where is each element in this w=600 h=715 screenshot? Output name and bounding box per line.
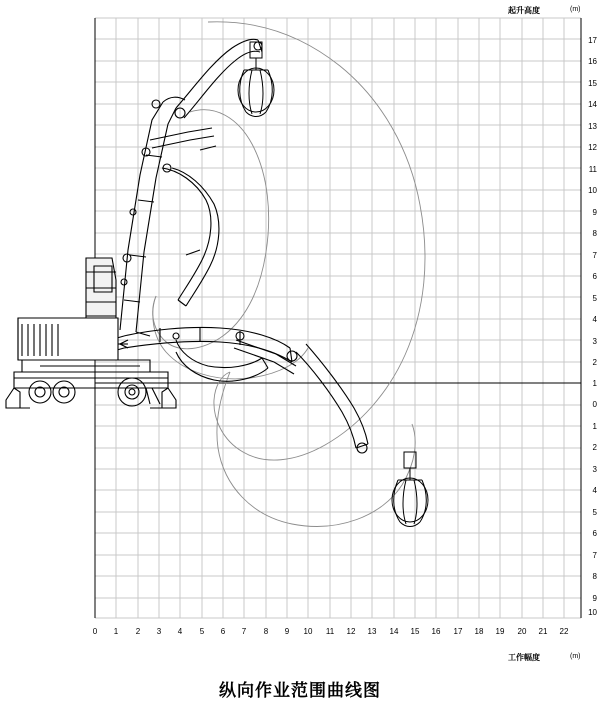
x-tick: 2 [135, 627, 141, 636]
y-tick: 2 [592, 358, 597, 367]
y-tick: 17 [588, 36, 597, 45]
y-tick: 4 [592, 315, 597, 324]
y-tick: 9 [592, 594, 597, 603]
inner-envelope-curve-lower [153, 296, 308, 379]
x-tick: 16 [431, 627, 441, 636]
y-tick: 6 [592, 272, 597, 281]
x-tick: 21 [538, 627, 548, 636]
grapple-upper [238, 42, 274, 117]
x-tick: 12 [346, 627, 356, 636]
x-tick: 4 [177, 627, 183, 636]
y-tick: 1 [592, 379, 597, 388]
y-tick: 14 [588, 100, 597, 109]
x-tick: 20 [517, 627, 527, 636]
y-tick: 1 [592, 422, 597, 431]
x-tick: 7 [241, 627, 247, 636]
y-tick: 0 [592, 400, 597, 409]
y-tick: 15 [588, 79, 597, 88]
x-tick: 22 [559, 627, 569, 636]
y-tick: 5 [592, 294, 597, 303]
y-tick: 16 [588, 57, 597, 66]
grid [95, 18, 581, 618]
x-tick: 11 [325, 627, 335, 636]
grapple-lower [392, 452, 428, 527]
y-tick: 3 [592, 465, 597, 474]
y-tick: 8 [592, 572, 597, 581]
axes [95, 18, 581, 618]
outer-envelope-curve [208, 22, 425, 460]
x-axis-unit: (m) [570, 653, 581, 660]
x-tick: 19 [495, 627, 505, 636]
x-tick: 0 [92, 627, 98, 636]
y-tick: 4 [592, 486, 597, 495]
x-tick: 18 [474, 627, 484, 636]
machine-body [6, 258, 176, 408]
y-tick: 11 [588, 165, 597, 174]
y-tick: 7 [592, 251, 597, 260]
figure-caption: 纵向作业范围曲线图 [219, 681, 381, 701]
x-tick: 5 [199, 627, 205, 636]
y-tick: 6 [592, 529, 597, 538]
y-tick: 12 [588, 143, 597, 152]
x-tick: 13 [367, 627, 377, 636]
y-tick: 9 [592, 208, 597, 217]
y-tick: 10 [588, 608, 597, 617]
machine-lower-pose [110, 327, 368, 453]
y-axis-unit: (m) [570, 6, 581, 13]
x-tick: 10 [303, 627, 313, 636]
y-tick: 7 [592, 551, 597, 560]
x-tick: 14 [389, 627, 399, 636]
x-tick: 8 [263, 627, 269, 636]
x-tick: 9 [284, 627, 290, 636]
x-tick: 6 [220, 627, 226, 636]
x-tick: 15 [410, 627, 420, 636]
x-tick: 17 [453, 627, 463, 636]
y-tick: 2 [592, 443, 597, 452]
y-tick: 10 [588, 186, 597, 195]
y-tick: 3 [592, 337, 597, 346]
machine-upper-pose [100, 39, 262, 346]
y-axis-title: 起升高度 [508, 6, 540, 15]
x-tick: 1 [113, 627, 119, 636]
y-tick: 13 [588, 122, 597, 131]
x-axis-title: 工作幅度 [508, 653, 540, 662]
x-tick: 3 [156, 627, 162, 636]
y-tick: 5 [592, 508, 597, 517]
y-tick: 8 [592, 229, 597, 238]
